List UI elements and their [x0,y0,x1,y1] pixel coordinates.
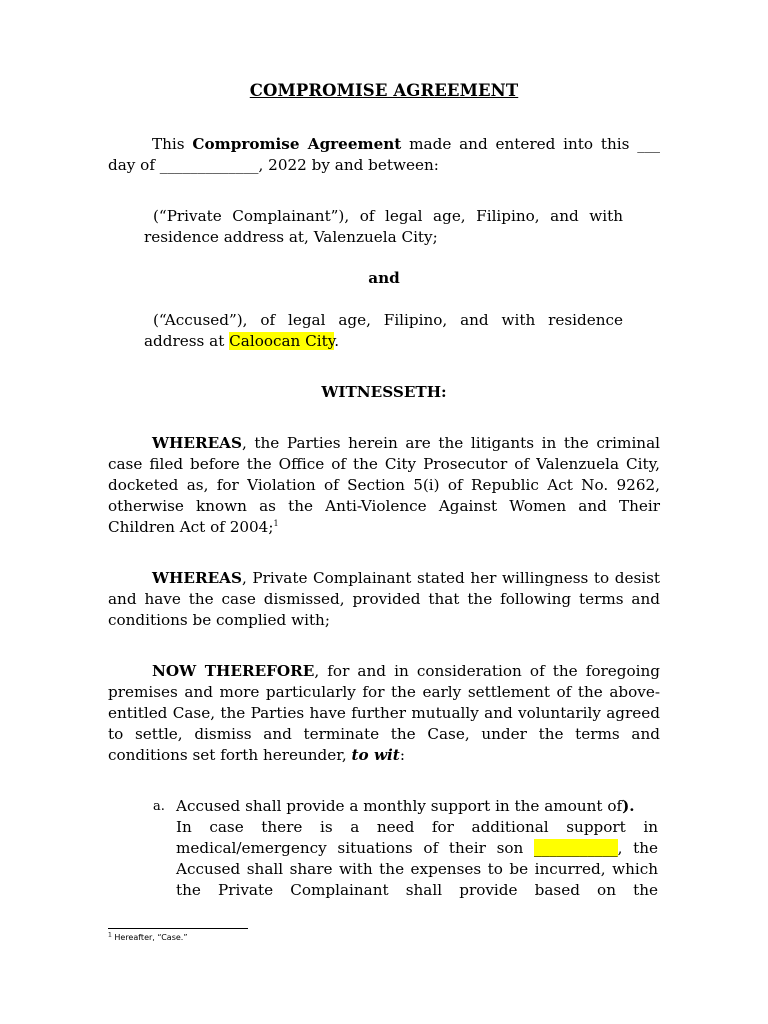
whereas1-line-4: otherwise known as the Anti-Violence Against Women and Their [108,497,660,515]
whereas1-line-2: case filed before the Office of the City Prosecutor of Valenzuela City, [108,455,660,473]
document-title: COMPROMISE AGREEMENT [249,81,519,100]
footnote-number: 1 [108,931,112,939]
item-a-letter: a. [153,799,165,814]
footnote-text: Hereafter, “Case.” [114,933,188,942]
whereas2-line-1: WHEREAS, Private Complainant stated her willingness to desist [152,569,660,587]
whereas1-line-3: docketed as, for Violation of Section 5(i) of Republic Act No. 9262, [108,476,660,494]
whereas1-lead: WHEREAS [152,434,242,452]
intro-line-2 [108,155,439,176]
now-therefore-line-4: to settle, dismiss and terminate the Case, under the terms and [108,725,660,743]
intro-made: made and entered into this [409,135,630,153]
item-a-line-5: the Private Complainant shall provide based on the [176,881,658,899]
item-a-line-3: medical/emergency situations of their son ___________, the [176,839,658,857]
now-therefore-line-3: entitled Case, the Parties have further mutually and voluntarily agreed [108,704,660,722]
intro-line-1 [108,134,660,155]
to-wit: to wit [351,746,400,764]
whereas2-lead: WHEREAS [152,569,242,587]
party2-line-1: (“Accused”), of legal age, Filipino, and with residence [153,311,623,329]
and-separator: and [368,269,400,287]
party1-line-2: residence address at, Valenzuela City; [144,228,438,246]
now-therefore-line-1: NOW THEREFORE, for and in consideration of the foregoing [152,662,661,680]
footnote-reference[interactable]: 1 [273,518,279,528]
party2-address-city: Caloocan City [229,332,335,350]
now-therefore-line-2: premises and more particularly for the early settlement of the above- [108,683,660,701]
now-therefore-line-5: conditions set forth hereunder, to wit: [108,746,405,764]
intro-day-blank: ___ [637,135,661,153]
party2-line-2: address at Caloocan City. [144,332,340,350]
footnote-separator [108,928,248,929]
son-name-blank[interactable]: ___________ [534,839,618,857]
intro-year: , 2022 by and between: [258,156,439,174]
party2-address-prefix: address at [144,332,225,350]
whereas2-line-2: and have the case dismissed, provided that the following terms and [108,590,660,608]
intro-month-blank: _____________ [159,156,259,174]
whereas1-line-5: Children Act of 2004;$^1$ [108,518,279,536]
item-a-line-4: Accused shall share with the expenses to be incurred, which [176,860,658,878]
party1-line-1: (“Private Complainant”), of legal age, Filipino, and with [153,207,623,225]
now-therefore-lead: NOW THEREFORE [152,662,315,680]
item-a-line-2: In case there is a need for additional support in [176,818,658,836]
intro-agreement-name: Compromise Agreement [192,135,402,153]
footnote [108,933,187,943]
whereas1-line-1: WHEREAS, the Parties herein are the litigants in the criminal [152,434,660,452]
witnesseth-heading: WITNESSETH: [321,383,447,401]
whereas2-line-3: conditions be complied with; [108,611,330,629]
intro-day-of: day of [108,156,155,174]
intro-this: This [152,135,185,153]
item-a-line-1: Accused shall provide a monthly support in the amount of). [176,797,635,815]
